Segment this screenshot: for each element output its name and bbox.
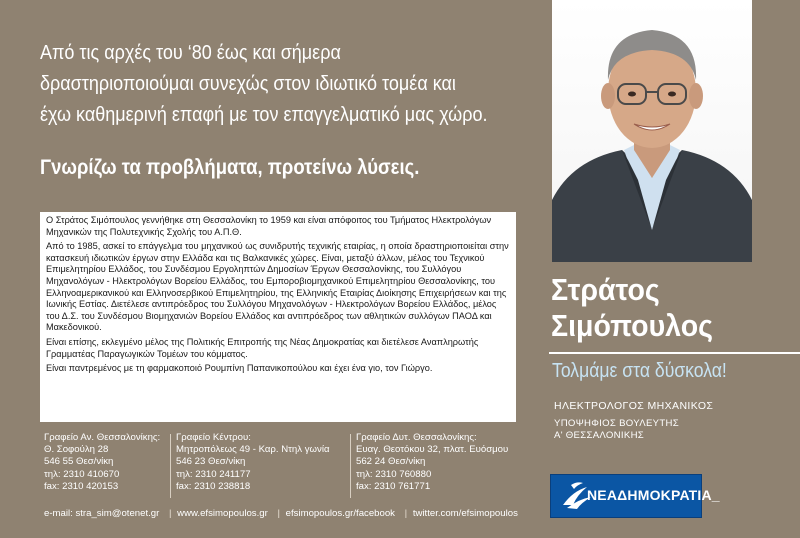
office-title: Γραφείο Αν. Θεσσαλονίκης: xyxy=(44,432,161,443)
party-logo-text: ΝΕΑΔΗΜΟΚΡΑΤΙΑ_ xyxy=(587,487,720,503)
slogan: Γνωρίζω τα προβλήματα, προτείνω λύσεις. xyxy=(40,156,420,179)
campaign-tagline: Τολμάμε στα δύσκολα! xyxy=(552,360,727,382)
office-postcode: 546 23 Θεσ/νίκη xyxy=(176,456,246,468)
bio-paragraph: Είναι παντρεμένος με τη φαρμακοποιό Ρουμπίνη Παπανικοπούλου και έχει ένα γιο, τον Γιώργο. xyxy=(46,363,433,374)
twitter-link[interactable]: twitter.com/efsimopoulos xyxy=(412,508,518,519)
office-phone: τηλ: 2310 410670 xyxy=(44,468,120,480)
separator: | xyxy=(277,508,280,519)
office-postcode: 546 55 Θεσ/νίκη xyxy=(44,456,114,468)
office-west xyxy=(356,432,508,493)
office-title: Γραφείο Κέντρου: xyxy=(176,432,251,443)
bio-paragraph: Ο Στράτος Σιμόπουλος γεννήθηκε στη Θεσσαλονίκη το 1959 και είναι απόφοιτος του Τμήματος Ηλεκτρολόγων Μηχανικών της Πολυτεχνικής Σχολής του Α.Π.Θ. xyxy=(46,215,492,237)
biography-box xyxy=(40,212,516,422)
intro-line: Από τις αρχές του ‘80 έως και σήμερα xyxy=(40,42,341,64)
candidacy-line: ΥΠΟΨΗΦΙΟΣ ΒΟΥΛΕΥΤΗΣ xyxy=(554,418,679,429)
office-title: Γραφείο Δυτ. Θεσσαλονίκης: xyxy=(356,432,477,443)
office-east xyxy=(44,432,160,493)
contact-footer xyxy=(44,508,521,519)
bio-paragraph: Είναι επίσης, εκλεγμένο μέλος της Πολιτικής Επιτροπής της Νέας Δημοκρατίας και διετέλεσε Αναπληρωτής Γραμματέας Παραγωγικών Τομέων του κόμματος. xyxy=(46,336,479,359)
office-list xyxy=(44,432,544,502)
portrait-illustration xyxy=(552,0,752,262)
candidacy xyxy=(554,418,679,442)
office-fax: fax: 2310 238818 xyxy=(176,480,251,492)
office-address: Μητροπόλεως 49 - Καρ. Ντηλ γωνία xyxy=(176,444,330,456)
office-phone: τηλ: 2310 760880 xyxy=(356,468,432,480)
bio-paragraph: Από το 1985, ασκεί το επάγγελμα του μηχανικού ως συνιδρυτής τεχνικής εταιρίας, η οποία δραστηριοποιείται στην κατασκευή ιδιωτικών έργων στην Ελλάδα και τις Βαλκανικές χώρες. Είναι, μεταξύ άλλων, μέλος του Τεχνικού Επιμελητηρίου Ελλάδος, του Συνδέσμου Εργοληπτών Δημοσίων Έργων Θεσσαλονίκης, του Συλλόγου Μηχανολόγων - Ηλεκτρολόγων Βορείου Ελλάδος, του Εμποροβιομηχανικού Επιμελητηρίου Θεσσαλονίκης, του Ελληνοαμερικανικού και Ελληνοσερβικού Επιμελητηρίου, της Ελληνικής Εταιρίας Διοίκησης Επιχειρήσεων και της Ιωνικής Εστίας. Διετέλεσε αντιπρόεδρος του Συλλόγου Μηχανολόγων - Ηλεκτρολόγων Βορείου Ελλάδος, μέλος του Δ.Σ. του Συνδέσμου Βιομηχανιών Βορείου Ελλάδος και αντιπρόεδρος των αθλητικών συλλόγων ΠΑΟΔ και Μακεδονικού. xyxy=(46,241,509,333)
divider xyxy=(170,434,171,498)
candidate-name xyxy=(551,272,713,344)
candidate-portrait xyxy=(552,0,752,262)
website-link[interactable]: www.efsimopoulos.gr xyxy=(177,508,268,519)
candidacy-line: Α' ΘΕΣΣΑΛΟΝΙΚΗΣ xyxy=(554,430,645,441)
intro-line: έχω καθημερινή επαφή με τον επαγγελματικό μας χώρο. xyxy=(40,104,488,126)
facebook-link[interactable]: efsimopoulos.gr/facebook xyxy=(285,508,395,519)
office-phone: τηλ: 2310 241177 xyxy=(176,468,251,480)
candidate-last-name: Σιμόπουλος xyxy=(551,308,713,343)
profession: ΗΛΕΚΤΡΟΛΟΓΟΣ ΜΗΧΑΝΙΚΟΣ xyxy=(554,400,714,412)
office-postcode: 562 24 Θεσ/νίκη xyxy=(356,456,426,468)
candidate-first-name: Στράτος xyxy=(551,272,660,307)
divider xyxy=(350,434,351,498)
office-fax: fax: 2310 420153 xyxy=(44,480,119,492)
separator: | xyxy=(168,508,172,519)
email-link[interactable]: e-mail: stra_sim@otenet.gr xyxy=(44,508,160,519)
office-address: Θ. Σοφούλη 28 xyxy=(44,444,109,456)
separator: | xyxy=(404,508,408,519)
party-logo[interactable] xyxy=(550,474,720,518)
divider xyxy=(549,352,800,354)
office-address: Ευαγ. Θεοτόκου 32, πλατ. Ευόσμου xyxy=(356,444,509,456)
office-center xyxy=(176,432,330,493)
office-fax: fax: 2310 761771 xyxy=(356,480,431,492)
intro-line: δραστηριοποιούμαι συνεχώς στον ιδιωτικό τομέα και xyxy=(40,73,456,95)
intro-text xyxy=(40,38,490,131)
